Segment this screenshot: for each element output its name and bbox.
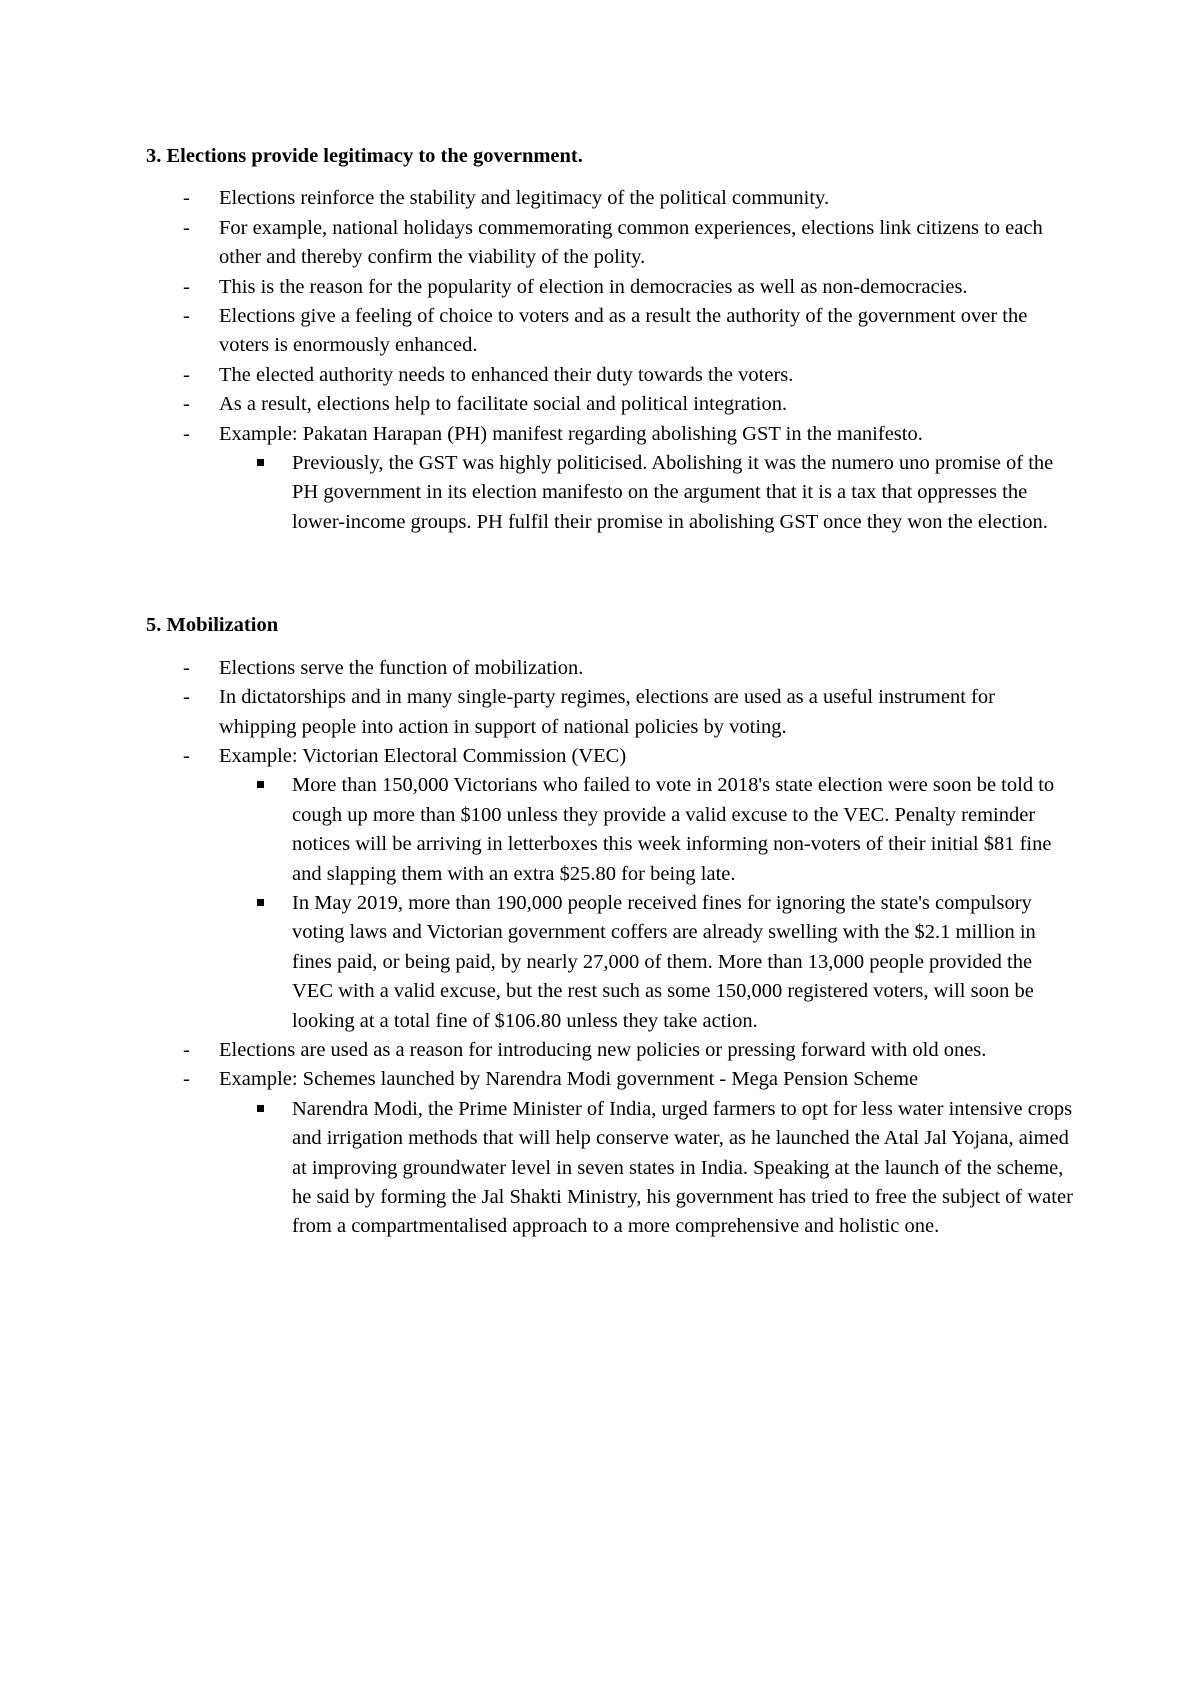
list-item [146, 683, 1076, 742]
list-item [146, 1065, 1076, 1241]
dash-marker: - [183, 363, 190, 386]
list-item-text: This is the reason for the popularity of election in democracies as well as non-democracies. [219, 275, 968, 298]
section-heading: 3. Elections provide legitimacy to the government. [146, 145, 583, 167]
list-item-text: In dictatorships and in many single-party regimes, elections are used as a useful instrument for whipping people into action in support of national policies by voting. [219, 686, 995, 738]
list-item [146, 361, 1076, 390]
dash-marker: - [183, 656, 190, 679]
dash-marker: - [183, 1068, 190, 1091]
sub-list-item [219, 889, 1076, 1036]
list-item-text: Elections reinforce the stability and legitimacy of the political community. [219, 187, 830, 210]
sub-bullet-list [219, 1095, 1076, 1242]
dash-marker: - [183, 305, 190, 328]
sub-bullet-list [219, 771, 1076, 1036]
list-item [146, 654, 1076, 683]
bullet-list [146, 184, 1076, 537]
section-heading: 5. Mobilization [146, 614, 279, 637]
list-item [146, 390, 1076, 419]
dash-marker: - [183, 1038, 190, 1061]
dash-marker: - [183, 275, 190, 298]
dash-marker: - [183, 216, 190, 239]
sub-list-item-text: Previously, the GST was highly politicised. Abolishing it was the numero uno promise of the PH government in its election manifesto on the argument that it is a tax that oppresses the lower-income groups. PH fulfil their promise in abolishing GST once they won the election. [292, 452, 1054, 533]
section-mobilization [146, 611, 1076, 1242]
list-item [146, 184, 1076, 213]
dash-marker: - [183, 744, 190, 767]
dash-marker: - [183, 187, 190, 210]
list-item-text: Elections serve the function of mobilization. [219, 656, 584, 679]
list-item-text: Example: Pakatan Harapan (PH) manifest regarding abolishing GST in the manifesto. [219, 422, 923, 445]
list-item [146, 1036, 1076, 1065]
list-item [146, 742, 1076, 1036]
square-bullet-icon [257, 1105, 264, 1112]
list-item [146, 302, 1076, 361]
list-item-text: The elected authority needs to enhanced their duty towards the voters. [219, 363, 794, 386]
list-item [146, 214, 1076, 273]
sub-list-item [219, 1095, 1076, 1242]
sub-list-item-text: Narendra Modi, the Prime Minister of India, urged farmers to opt for less water intensive crops and irrigation methods that will help conserve water, as he launched the Atal Jal Yojana, aimed at improving groundwater level in seven states in India. Speaking at the launch of the scheme, he said by forming the Jal Shakti Ministry, his government has tried to free the subject of water from a compartmentalised approach to a more comprehensive and holistic one. [292, 1097, 1073, 1238]
sub-list-item-text: In May 2019, more than 190,000 people received fines for ignoring the state's compulsory voting laws and Victorian government coffers are already swelling with the $2.1 million in fines paid, or being paid, by nearly 27,000 of them. More than 13,000 people provided the VEC with a valid excuse, but the rest such as some 150,000 registered voters, will soon be looking at a total fine of $106.80 unless they take action. [292, 891, 1036, 1032]
section-legitimacy [146, 142, 1076, 537]
list-item-text: Elections give a feeling of choice to voters and as a result the authority of the government over the voters is enormously enhanced. [219, 305, 1028, 357]
list-item-text: Example: Victorian Electoral Commission (VEC) [219, 744, 627, 767]
square-bullet-icon [257, 781, 264, 788]
list-item-text: As a result, elections help to facilitate social and political integration. [219, 393, 788, 416]
dash-marker: - [183, 393, 190, 416]
list-item-text: For example, national holidays commemorating common experiences, elections link citizens to each other and thereby confirm the viability of the polity. [219, 216, 1043, 269]
dash-marker: - [183, 422, 190, 445]
sub-list-item [219, 771, 1076, 889]
sub-list-item-text: More than 150,000 Victorians who failed to vote in 2018's state election were soon be told to cough up more than $100 unless they provide a valid excuse to the VEC. Penalty reminder notices will be arriving in letterboxes this week informing non-voters of their initial $81 fine and slapping them with an extra $25.80 for being late. [292, 774, 1055, 885]
bullet-list [146, 654, 1076, 1242]
list-item [146, 273, 1076, 302]
list-item-text: Elections are used as a reason for introducing new policies or pressing forward with old ones. [219, 1038, 987, 1061]
sub-list-item [219, 449, 1076, 537]
square-bullet-icon [257, 899, 264, 906]
document-body [146, 142, 1076, 1242]
list-item [146, 420, 1076, 538]
dash-marker: - [183, 686, 190, 709]
section-spacer [146, 537, 1076, 611]
square-bullet-icon [257, 459, 264, 466]
list-item-text: Example: Schemes launched by Narendra Modi government - Mega Pension Scheme [219, 1068, 919, 1091]
sub-bullet-list [219, 449, 1076, 537]
